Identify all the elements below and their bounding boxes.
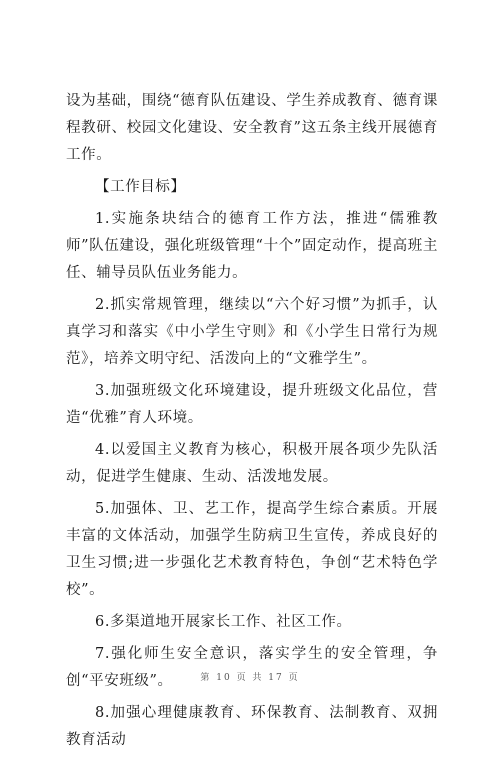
document-body	[66, 88, 438, 759]
goal-item-3: 3.加强班级文化环境建设，提升班级文化品位，营造“优雅”育人环境。	[66, 383, 438, 426]
goal-item-2: 2.抓实常规管理，继续以“六个好习惯”为抓手，认真学习和落实《中小学生守则》和《小学生日常行为规范》，培养文明守纪、活泼向上的“文雅学生”。	[66, 297, 438, 367]
goal-item-4: 4.以爱国主义教育为核心，积极开展各项少先队活动，促进学生健康、生动、活泼地发展。	[66, 442, 438, 485]
goal-item-5: 5.加强体、卫、艺工作，提高学生综合素质。开展丰富的文体活动，加强学生防病卫生宣传，养成良好的卫生习惯;进一步强化艺术教育特色，争创“艺术特色学校”。	[66, 501, 438, 598]
goal-item-8: 8.加强心理健康教育、环保教育、法制教育、双拥教育活动	[66, 705, 438, 748]
paragraph-intro-continuation: 设为基础，围绕“德育队伍建设、学生养成教育、德育课程教研、校园文化建设、安全教育”这五条主线开展德育工作。	[66, 93, 438, 163]
goal-item-7: 7.强化师生安全意识，落实学生的安全管理，争创“平安班级”。	[66, 646, 438, 689]
goal-item-1: 1.实施条块结合的德育工作方法，推进“儒雅教师”队伍建设，强化班级管理“十个”固定动作，提高班主任、辅导员队伍业务能力。	[66, 211, 438, 281]
section-heading-work-goals: 【工作目标】	[95, 179, 186, 195]
goal-item-6: 6.多渠道地开展家长工作、社区工作。	[95, 614, 352, 630]
page-number-footer: 第 10 页 共 17 页	[200, 673, 300, 683]
